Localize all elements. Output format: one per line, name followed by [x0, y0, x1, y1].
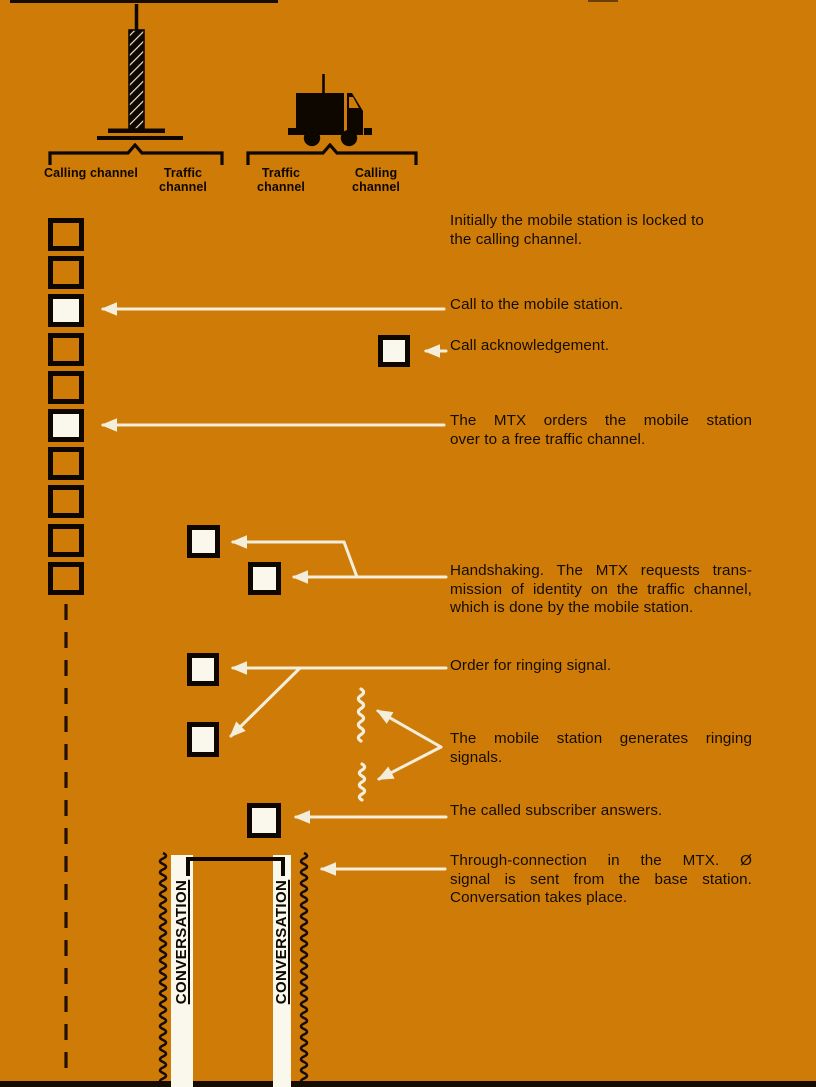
- step-text-handshaking: [450, 562, 752, 618]
- step-line: Through-connection in the MTX. Ø: [450, 852, 752, 869]
- label-base-traffic-channel: Traffic channel: [159, 166, 207, 194]
- step-line: The mobile station generates ringing: [450, 730, 752, 747]
- step-text-initial-lock: [450, 212, 752, 249]
- conversation-wave-right: [301, 853, 307, 1084]
- step-line: Handshaking. The MTX requests trans-: [450, 562, 752, 579]
- step-line: signals.: [450, 748, 503, 766]
- ringing-squiggle-lower: [359, 764, 364, 800]
- step-text-through-connection: [450, 852, 752, 908]
- step-text-call-acknowledgement: [450, 337, 752, 356]
- conversation-label-base: CONVERSATION: [173, 879, 190, 1005]
- through-connection-bracket: [188, 859, 283, 876]
- step-text-subscriber-answers: [450, 802, 752, 821]
- arrow-handshake-base: [233, 542, 357, 577]
- step-line: over to a free traffic channel.: [450, 430, 646, 448]
- step-line: the calling channel.: [450, 230, 583, 248]
- step-line: signal is sent from the base station.: [450, 870, 752, 888]
- label-mobile-calling-channel: Calling channel: [352, 166, 400, 194]
- arrow-ringing-signal-upper: [378, 711, 441, 747]
- ringing-squiggle-upper: [358, 689, 363, 741]
- step-line: Call acknowledgement.: [450, 337, 610, 354]
- arrow-ringing-generated: [231, 668, 300, 736]
- step-line: Conversation takes place.: [450, 889, 628, 907]
- label-base-calling-channel: Calling channel: [44, 166, 138, 180]
- step-text-call-to-mobile: [450, 296, 752, 315]
- conversation-label-mobile: CONVERSATION: [273, 879, 290, 1005]
- label-mobile-traffic-channel: Traffic channel: [257, 166, 305, 194]
- step-line: Call to the mobile station.: [450, 296, 624, 313]
- step-line: mission of identity on the traffic channel,: [450, 580, 752, 598]
- step-line: which is done by the mobile station.: [450, 599, 694, 617]
- step-text-mtx-orders: [450, 412, 752, 449]
- step-line: The MTX orders the mobile station: [450, 412, 752, 429]
- step-line: The called subscriber answers.: [450, 802, 663, 819]
- step-text-ringing-generated: [450, 730, 752, 767]
- arrow-ringing-signal-lower: [379, 747, 441, 779]
- step-text-ringing-order: [450, 657, 752, 676]
- step-line: Initially the mobile station is locked to: [450, 212, 704, 229]
- conversation-wave-left: [160, 853, 166, 1084]
- step-line: Order for ringing signal.: [450, 657, 612, 674]
